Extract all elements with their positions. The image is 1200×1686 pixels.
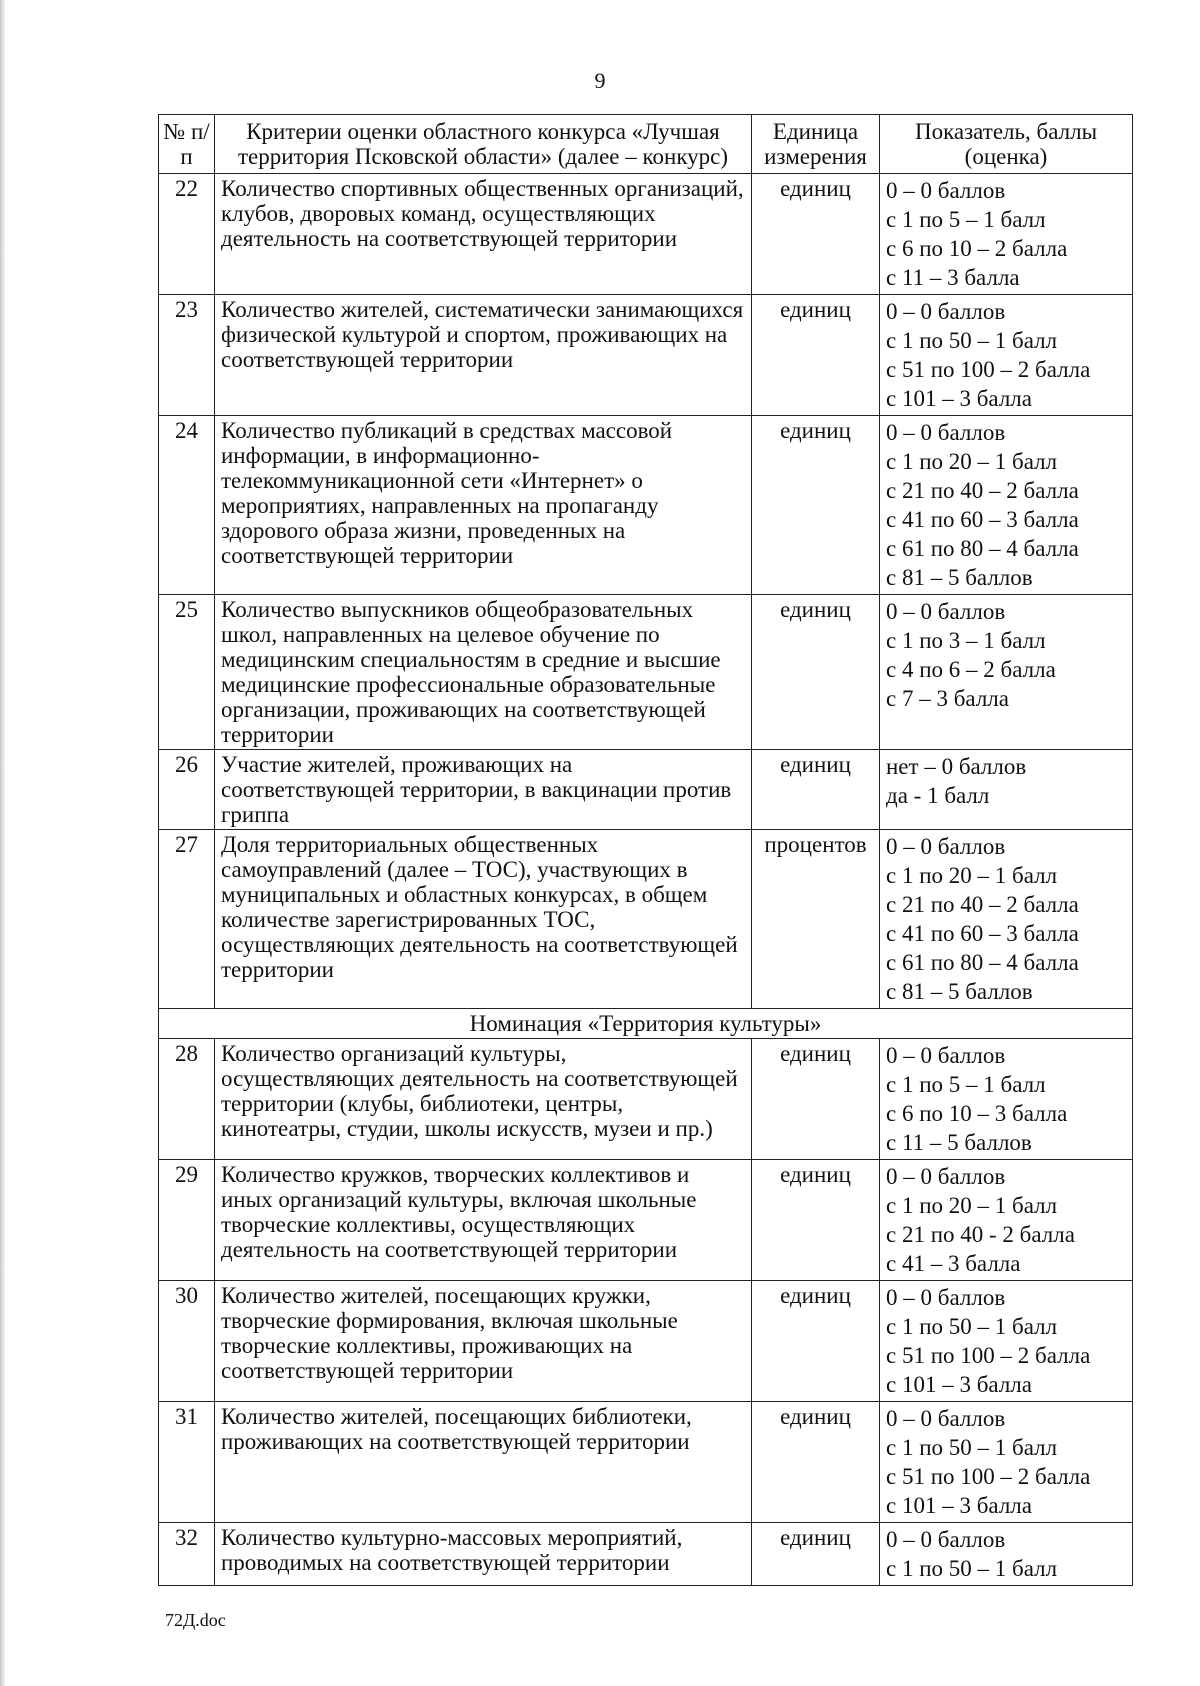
header-criteria: Критерии оценки областного конкурса «Лучшая территория Псковской области» (далее – конкурс): [215, 115, 752, 174]
score-line: с 1 по 20 – 1 балл: [886, 1193, 1058, 1218]
row-criteria: Количество выпускников общеобразовательных школ, направленных на целевое обучение по медицинским специальностям в средние и высшие медицинские профессиональные образовательные организации, проживающих на соответствующей территории: [215, 595, 752, 750]
row-number: 22: [159, 174, 215, 295]
score-line: с 81 – 5 баллов: [886, 565, 1033, 590]
score-line: 0 – 0 баллов: [886, 420, 1006, 445]
score-line: с 7 – 3 балла: [886, 686, 1009, 711]
row-scores: [880, 1523, 1133, 1586]
score-line: с 1 по 20 – 1 балл: [886, 449, 1058, 474]
row-scores: [880, 295, 1133, 416]
row-criteria: Участие жителей, проживающих на соответствующей территории, в вакцинации против гриппа: [215, 750, 752, 830]
row-criteria: Количество культурно-массовых мероприятий, проводимых на соответствующей территории: [215, 1523, 752, 1586]
score-line: с 21 по 40 – 2 балла: [886, 892, 1079, 917]
header-num: № п/п: [159, 115, 215, 174]
score-line: с 41 по 60 – 3 балла: [886, 507, 1079, 532]
row-number: 28: [159, 1039, 215, 1160]
nomination-row: [159, 1009, 1133, 1039]
score-line: с 41 по 60 – 3 балла: [886, 921, 1079, 946]
score-line: с 1 по 20 – 1 балл: [886, 863, 1058, 888]
row-unit: единиц: [752, 174, 880, 295]
table-row: [159, 595, 1133, 750]
score-line: с 21 по 40 – 2 балла: [886, 478, 1079, 503]
table-row: [159, 174, 1133, 295]
row-number: 26: [159, 750, 215, 830]
score-line: 0 – 0 баллов: [886, 1164, 1006, 1189]
table-body-sport: [159, 174, 1133, 1009]
row-unit: процентов: [752, 830, 880, 1009]
row-criteria: Количество жителей, посещающих библиотеки, проживающих на соответствующей территории: [215, 1402, 752, 1523]
table-body-culture: [159, 1039, 1133, 1586]
row-scores: [880, 830, 1133, 1009]
score-line: с 11 – 5 баллов: [886, 1130, 1032, 1155]
score-line: с 51 по 100 – 2 балла: [886, 1464, 1091, 1489]
score-line: 0 – 0 баллов: [886, 299, 1006, 324]
table-row: [159, 1160, 1133, 1281]
table-row: [159, 1039, 1133, 1160]
score-line: с 101 – 3 балла: [886, 1493, 1032, 1518]
row-criteria: Количество спортивных общественных организаций, клубов, дворовых команд, осуществляющих деятельность на соответствующей территории: [215, 174, 752, 295]
score-line: 0 – 0 баллов: [886, 1285, 1006, 1310]
table-row: [159, 1281, 1133, 1402]
score-line: с 81 – 5 баллов: [886, 979, 1033, 1004]
header-unit: Единица измерения: [752, 115, 880, 174]
row-number: 25: [159, 595, 215, 750]
table-row: [159, 1523, 1133, 1586]
score-line: 0 – 0 баллов: [886, 1043, 1006, 1068]
row-unit: единиц: [752, 1281, 880, 1402]
row-unit: единиц: [752, 416, 880, 595]
row-scores: [880, 174, 1133, 295]
table-row: [159, 750, 1133, 830]
row-scores: [880, 1402, 1133, 1523]
score-line: нет – 0 баллов: [886, 754, 1027, 779]
row-unit: единиц: [752, 750, 880, 830]
score-line: с 21 по 40 - 2 балла: [886, 1222, 1075, 1247]
score-line: с 101 – 3 балла: [886, 1372, 1032, 1397]
row-scores: [880, 416, 1133, 595]
score-line: с 61 по 80 – 4 балла: [886, 536, 1079, 561]
score-line: с 1 по 50 – 1 балл: [886, 328, 1058, 353]
row-unit: единиц: [752, 295, 880, 416]
table-row: [159, 295, 1133, 416]
score-line: с 1 по 50 – 1 балл: [886, 1556, 1058, 1581]
table-header-row: [159, 115, 1133, 174]
row-criteria: Количество публикаций в средствах массовой информации, в информационно-телекоммуникационной сети «Интернет» о мероприятиях, направленных на пропаганду здорового образа жизни, проведенных на соответствующей территории: [215, 416, 752, 595]
row-criteria: Количество организаций культуры, осуществляющих деятельность на соответствующей территории (клубы, библиотеки, центры, кинотеатры, студии, школы искусств, музеи и пр.): [215, 1039, 752, 1160]
table-row: [159, 830, 1133, 1009]
score-line: с 101 – 3 балла: [886, 386, 1032, 411]
row-number: 24: [159, 416, 215, 595]
header-score: Показатель, баллы (оценка): [880, 115, 1133, 174]
row-scores: [880, 750, 1133, 830]
score-line: с 1 по 5 – 1 балл: [886, 1072, 1046, 1097]
row-criteria: Доля территориальных общественных самоуправлений (далее – ТОС), участвующих в муниципальных и областных конкурсах, в общем количестве зарегистрированных ТОС, осуществляющих деятельность на соответствующей территории: [215, 830, 752, 1009]
row-number: 23: [159, 295, 215, 416]
score-line: 0 – 0 баллов: [886, 599, 1006, 624]
row-criteria: Количество жителей, посещающих кружки, творческие формирования, включая школьные творческие коллективы, проживающих на соответствующей территории: [215, 1281, 752, 1402]
score-line: с 6 по 10 – 2 балла: [886, 236, 1068, 261]
score-line: 0 – 0 баллов: [886, 178, 1006, 203]
row-unit: единиц: [752, 1160, 880, 1281]
footer-filename: 72Д.doc: [165, 1610, 226, 1630]
row-scores: [880, 1160, 1133, 1281]
score-line: с 41 – 3 балла: [886, 1251, 1021, 1276]
score-line: с 1 по 3 – 1 балл: [886, 628, 1046, 653]
nomination-title: Номинация «Территория культуры»: [159, 1009, 1133, 1039]
score-line: с 51 по 100 – 2 балла: [886, 1343, 1091, 1368]
score-line: с 61 по 80 – 4 балла: [886, 950, 1079, 975]
criteria-table-wrap: [158, 114, 1132, 1586]
row-number: 30: [159, 1281, 215, 1402]
score-line: 0 – 0 баллов: [886, 834, 1006, 859]
score-line: с 1 по 50 – 1 балл: [886, 1435, 1058, 1460]
score-line: с 4 по 6 – 2 балла: [886, 657, 1056, 682]
score-line: 0 – 0 баллов: [886, 1527, 1006, 1552]
score-line: 0 – 0 баллов: [886, 1406, 1006, 1431]
score-line: с 1 по 5 – 1 балл: [886, 207, 1046, 232]
score-line: с 1 по 50 – 1 балл: [886, 1314, 1058, 1339]
scan-edge: [0, 0, 5, 1686]
row-scores: [880, 595, 1133, 750]
row-criteria: Количество кружков, творческих коллективов и иных организаций культуры, включая школьные творческие коллективы, осуществляющих деятельность на соответствующей территории: [215, 1160, 752, 1281]
row-number: 31: [159, 1402, 215, 1523]
page-number: 9: [594, 68, 606, 93]
row-unit: единиц: [752, 1402, 880, 1523]
row-unit: единиц: [752, 595, 880, 750]
criteria-table: [158, 114, 1133, 1586]
score-line: да - 1 балл: [886, 783, 990, 808]
score-line: с 51 по 100 – 2 балла: [886, 357, 1091, 382]
row-unit: единиц: [752, 1523, 880, 1586]
nomination-section: [159, 1009, 1133, 1039]
row-criteria: Количество жителей, систематически занимающихся физической культурой и спортом, проживающих на соответствующей территории: [215, 295, 752, 416]
row-number: 32: [159, 1523, 215, 1586]
table-row: [159, 1402, 1133, 1523]
row-number: 27: [159, 830, 215, 1009]
table-row: [159, 416, 1133, 595]
row-unit: единиц: [752, 1039, 880, 1160]
row-scores: [880, 1039, 1133, 1160]
score-line: с 6 по 10 – 3 балла: [886, 1101, 1068, 1126]
score-line: с 11 – 3 балла: [886, 265, 1020, 290]
row-scores: [880, 1281, 1133, 1402]
row-number: 29: [159, 1160, 215, 1281]
